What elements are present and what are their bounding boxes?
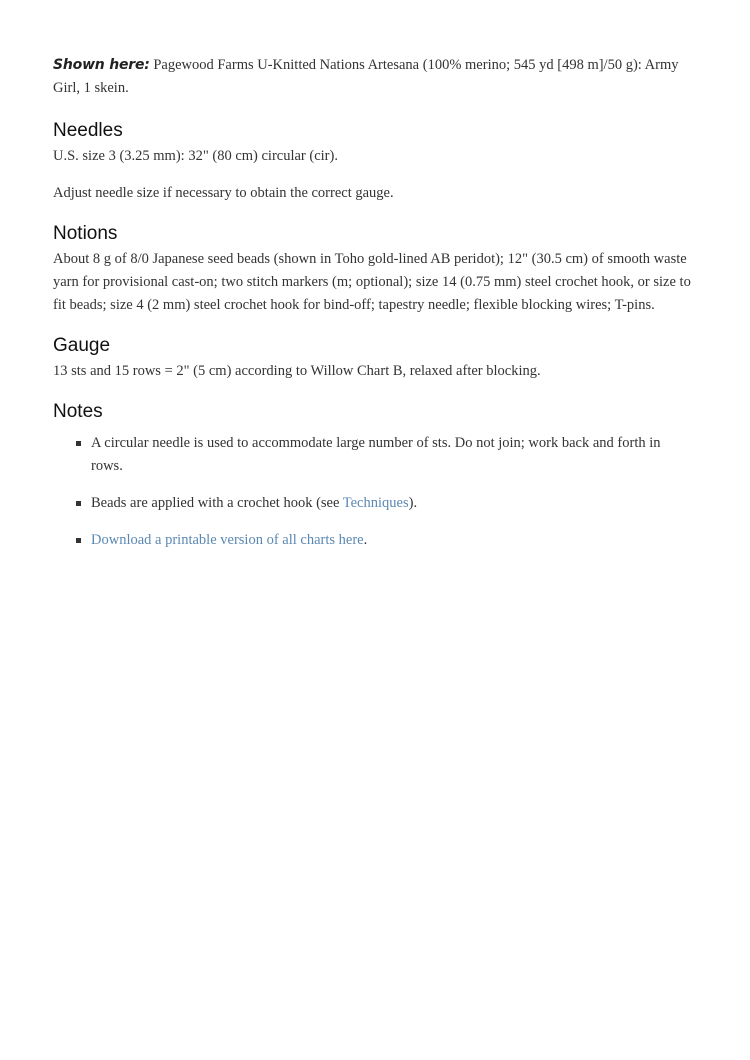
shown-here-paragraph <box>53 54 703 100</box>
note-beads-text: Beads are applied with a crochet hook (see <box>91 495 343 511</box>
techniques-link[interactable]: Techniques <box>342 495 409 511</box>
shown-here-text: Pagewood Farms U-Knitted Nations Artesana (100% merino; 545 yd [498 m]/50 g): Army Girl, 1 skein. <box>53 57 679 96</box>
list-item <box>53 492 691 515</box>
bullet-icon <box>76 441 81 446</box>
pattern-materials-page <box>53 54 703 569</box>
shown-here-label: Shown here: <box>53 57 150 73</box>
notes-list <box>53 432 703 552</box>
needles-size-text: U.S. size 3 (3.25 mm): 32" (80 cm) circular (cir). <box>53 148 338 164</box>
list-item <box>53 529 691 552</box>
note-circular-needle-text: A circular needle is used to accommodate large number of sts. Do not join; work back and forth in rows. <box>91 435 661 474</box>
needles-adjust-text: Adjust needle size if necessary to obtain the correct gauge. <box>53 185 394 201</box>
bullet-icon <box>76 538 81 543</box>
notes-section <box>53 400 703 552</box>
notions-heading: Notions <box>53 223 118 244</box>
notes-heading: Notes <box>53 401 103 422</box>
notions-text: About 8 g of 8/0 Japanese seed beads (shown in Toho gold-lined AB peridot); 12" (30.5 cm) of smooth waste yarn for provisional cast-on; two stitch markers (m; optional); size 14 (0.75 mm) steel crochet hook, or size to fit beads; size 4 (2 mm) steel crochet hook for bind-off; tapestry needle; flexible blocking wires; T-pins. <box>53 251 691 313</box>
note-beads-text-end: ). <box>408 495 418 511</box>
notions-section <box>53 222 703 317</box>
bullet-icon <box>76 501 81 506</box>
gauge-heading: Gauge <box>53 335 111 356</box>
needles-section <box>53 119 703 205</box>
download-charts-link[interactable]: Download a printable version of all charts here <box>91 532 364 548</box>
list-item <box>53 432 691 478</box>
gauge-section <box>53 334 703 383</box>
gauge-text: 13 sts and 15 rows = 2" (5 cm) according to Willow Chart B, relaxed after blocking. <box>53 363 541 379</box>
note-download-period: . <box>363 532 368 548</box>
needles-heading: Needles <box>53 120 123 141</box>
